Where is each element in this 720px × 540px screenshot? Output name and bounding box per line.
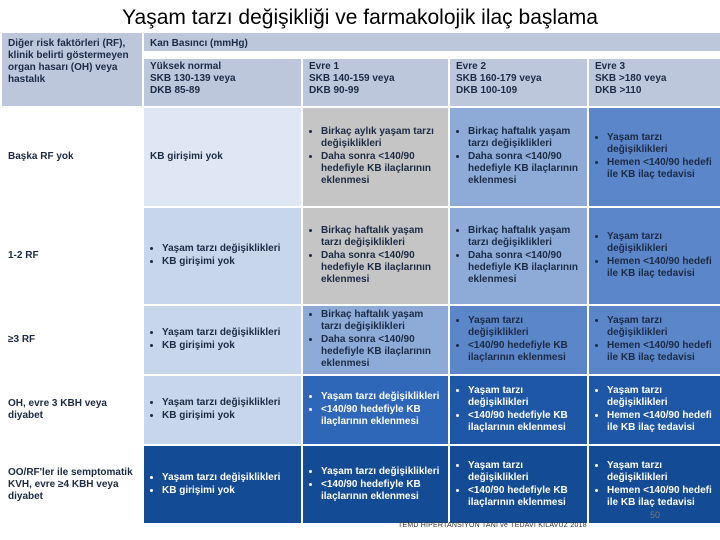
cell-r1-c1	[303, 208, 448, 304]
cell-item: • Birkaç aylık yaşam tarzı değişiklikleri	[321, 126, 442, 150]
cell-item: • Yaşam tarzı değişiklikleri	[607, 315, 716, 339]
kb-title: Kan Basıncı (mmHg)	[144, 33, 720, 51]
cell-item: • Yaşam tarzı değişiklikleri	[162, 472, 280, 484]
cell-item: • <140/90 hedefiyle KB ilaçlarının eklenmesi	[468, 340, 581, 364]
col-line1: SKB 160-179 veya	[456, 72, 542, 84]
cell-r0-c3	[589, 108, 720, 206]
cell-r1-c0	[144, 208, 301, 304]
slide-title: Yaşam tarzı değişikliği ve farmakolojik ilaç başlama	[122, 6, 598, 29]
cell-item: • Hemen <140/90 hedefi ile KB ilaç tedavisi	[607, 256, 716, 280]
row-label-no-rf: Başka RF yok	[2, 108, 142, 206]
cell-item: • Birkaç haftalık yaşam tarzı değişiklikleri	[321, 225, 442, 249]
header-bp	[144, 33, 720, 106]
col-line2: DKB >110	[595, 84, 642, 96]
cell-r2-c3	[589, 306, 720, 374]
cell-r4-c0	[144, 446, 301, 523]
row-label-oh: OH, evre 3 KBH veya diyabet	[2, 376, 142, 444]
cell-r1-c2	[450, 208, 587, 304]
cell-r4-c1	[303, 446, 448, 523]
cell-r3-c1	[303, 376, 448, 444]
cell-item: • Yaşam tarzı değişiklikleri	[607, 231, 716, 255]
cell-item: • Yaşam tarzı değişiklikleri	[468, 460, 581, 484]
cell-item: • Yaşam tarzı değişiklikleri	[162, 243, 280, 255]
cell-item: • Yaşam tarzı değişiklikleri	[607, 132, 716, 156]
cell-item: • Yaşam tarzı değişiklikleri	[321, 391, 442, 403]
cell-r0-c1	[303, 108, 448, 206]
col-line1: SKB 130-139 veya	[150, 72, 236, 84]
cell-item: • Birkaç haftalık yaşam tarzı değişiklikleri	[468, 126, 581, 150]
cell-item: • Yaşam tarzı değişiklikleri	[607, 460, 716, 484]
cell-item: • <140/90 hedefiyle KB ilaçlarının eklenmesi	[321, 479, 442, 503]
cell-item: • KB girişimi yok	[162, 485, 280, 497]
header-col-yuksek-normal	[144, 59, 301, 107]
header-col-evre-2	[450, 59, 587, 107]
cell-r0-c2	[450, 108, 587, 206]
col-line2: DKB 90-99	[309, 84, 360, 96]
row-label-kvh: OO/RF'ler ile semptomatik KVH, evre ≥4 KBH veya diyabet	[2, 446, 142, 523]
cell-r2-c0	[144, 306, 301, 374]
col-line2: DKB 85-89	[150, 84, 201, 96]
col-line1: SKB 140-159 veya	[309, 72, 395, 84]
cell-item: • Yaşam tarzı değişiklikleri	[607, 385, 716, 409]
cell-item: • Daha sonra <140/90 hedefiyle KB ilaçlarının eklenmesi	[321, 250, 442, 286]
row-label-3-rf: ≥3 RF	[2, 306, 142, 374]
cell-item: • Yaşam tarzı değişiklikleri	[468, 385, 581, 409]
col-line2: DKB 100-109	[456, 84, 518, 96]
col-name: Evre 3	[595, 60, 626, 72]
col-name: Yüksek normal	[150, 60, 222, 72]
cell-item: • Birkaç haftalık yaşam tarzı değişiklikleri	[468, 225, 581, 249]
row-label-1-2-rf: 1-2 RF	[2, 208, 142, 304]
cell-item: • Daha sonra <140/90 hedefiyle KB ilaçlarının eklenmesi	[468, 250, 581, 286]
cell-item: • Hemen <140/90 hedefi ile KB ilaç tedavisi	[607, 410, 716, 434]
cell-item: • <140/90 hedefiyle KB ilaçlarının eklenmesi	[321, 404, 442, 428]
col-name: Evre 2	[456, 60, 487, 72]
cell-r3-c0	[144, 376, 301, 444]
cell-item: • Hemen <140/90 hedefi ile KB ilaç tedavisi	[607, 485, 716, 509]
header-corner: Diğer risk faktörleri (RF), klinik belirti göstermeyen organ hasarı (OH) veya hastalık	[2, 33, 142, 106]
col-name: Evre 1	[309, 60, 340, 72]
cell-r3-c3	[589, 376, 720, 444]
cell-item: • <140/90 hedefiyle KB ilaçlarının eklenmesi	[468, 485, 581, 509]
cell-item: • KB girişimi yok	[162, 340, 280, 352]
cell-item: • Yaşam tarzı değişiklikleri	[162, 397, 280, 409]
cell-r1-c3	[589, 208, 720, 304]
cell-item: • Yaşam tarzı değişiklikleri	[321, 466, 442, 478]
cell-r4-c2	[450, 446, 587, 523]
cell-item: • KB girişimi yok	[162, 410, 280, 422]
cell-r0-c0: KB girişimi yok	[144, 108, 301, 206]
cell-r2-c2	[450, 306, 587, 374]
cell-item: • Hemen <140/90 hedefi ile KB ilaç tedavisi	[607, 157, 716, 181]
header-col-evre-3	[589, 59, 720, 107]
header-col-evre-1	[303, 59, 448, 107]
cell-item: • <140/90 hedefiyle KB ilaçlarının eklenmesi	[468, 410, 581, 434]
cell-item: • KB girişimi yok	[162, 256, 280, 268]
cell-item: • Daha sonra <140/90 hedefiyle KB ilaçlarının eklenmesi	[321, 151, 442, 187]
cell-r3-c2	[450, 376, 587, 444]
cell-item: • Daha sonra <140/90 hedefiyle KB ilaçlarının eklenmesi	[321, 334, 442, 370]
footer-source: TEMD HİPERTANSİYON TANI ve TEDAVİ KILAVUZ 2018	[398, 522, 587, 529]
col-line1: SKB >180 veya	[595, 72, 667, 84]
cell-item: • Birkaç haftalık yaşam tarzı değişiklikleri	[321, 309, 442, 333]
page-number: 50	[650, 510, 661, 520]
cell-r2-c1	[303, 306, 448, 374]
cell-item: • Daha sonra <140/90 hedefiyle KB ilaçlarının eklenmesi	[468, 151, 581, 187]
cell-item: • Yaşam tarzı değişiklikleri	[162, 327, 280, 339]
cell-item: • Yaşam tarzı değişiklikleri	[468, 315, 581, 339]
treatment-table	[2, 33, 714, 513]
cell-item: • Hemen <140/90 hedefi ile KB ilaç tedavisi	[607, 340, 716, 364]
